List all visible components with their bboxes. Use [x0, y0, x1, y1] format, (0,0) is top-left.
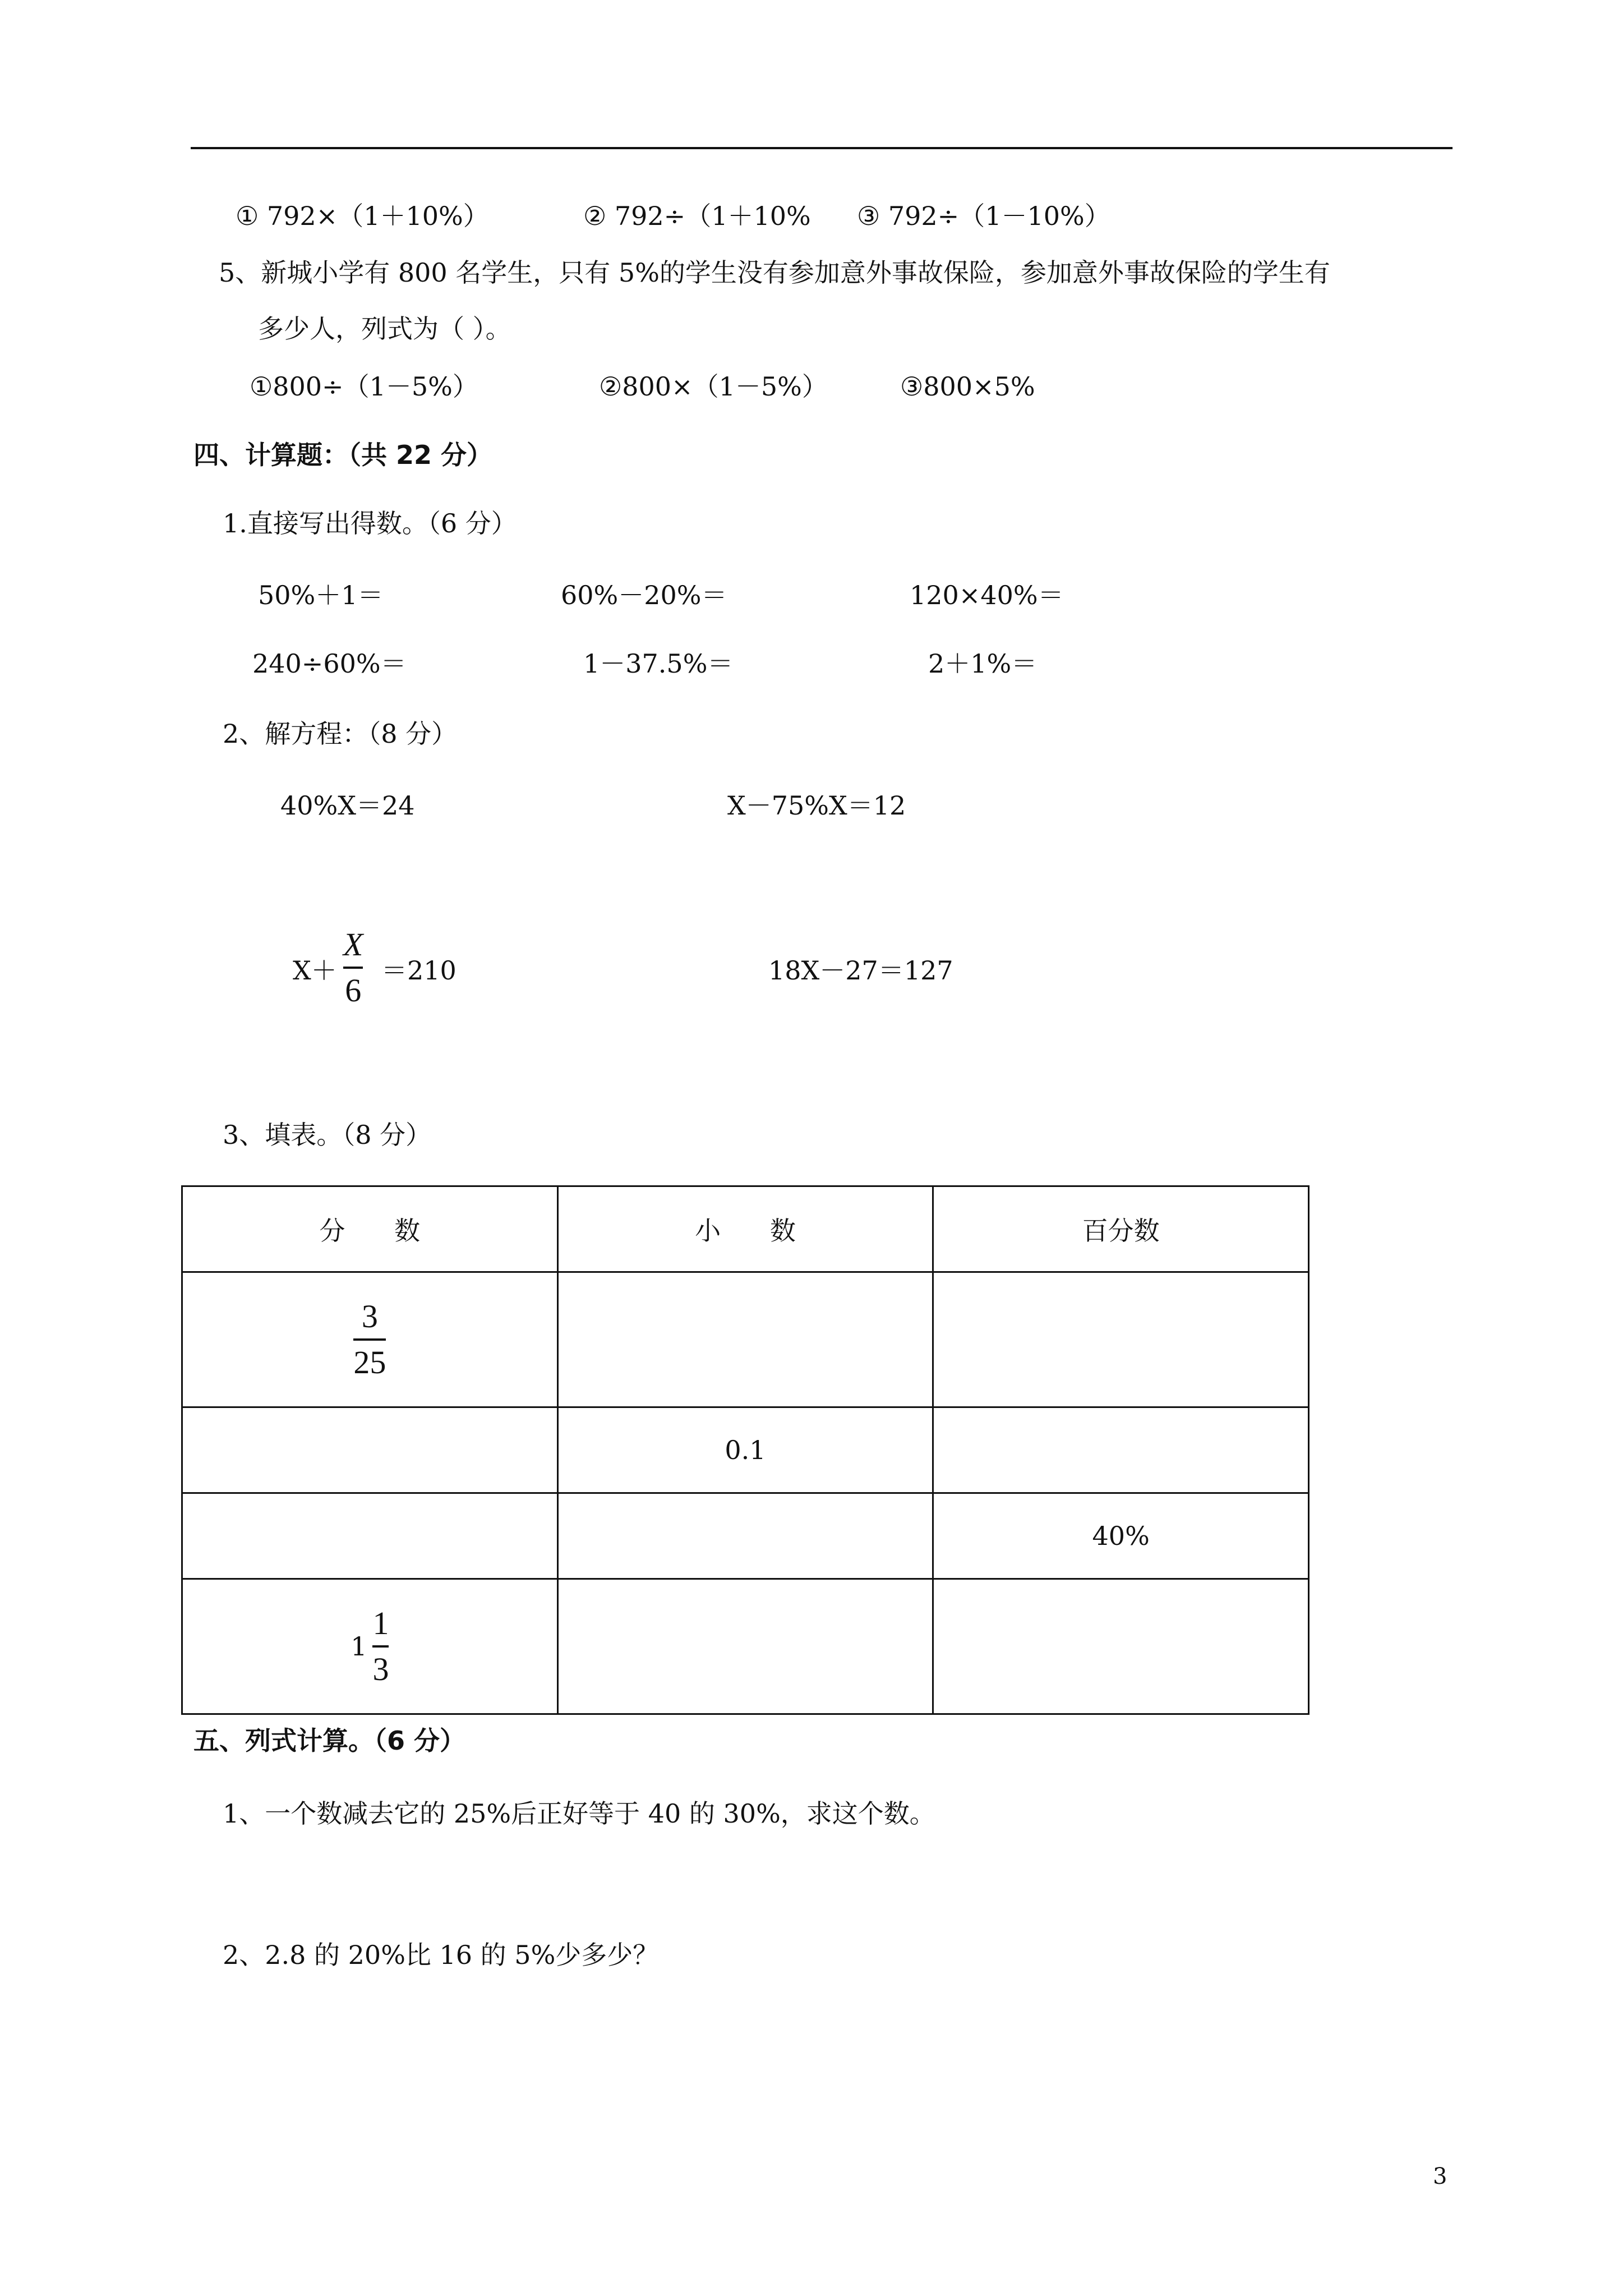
fraction-denominator: 6	[345, 972, 362, 1009]
header-decimal: 小 数	[557, 1186, 933, 1272]
cell-fraction	[182, 1579, 558, 1714]
cell-fraction-blank[interactable]	[182, 1493, 558, 1579]
cell-decimal: 0.1	[557, 1407, 933, 1493]
equation-3-suffix: ＝210	[381, 955, 457, 986]
q5-line1: 5、新城小学有 800 名学生，只有 5%的学生没有参加意外事故保险，参加意外事故保险的学生有	[219, 257, 1330, 288]
part3-title: 3、填表。（8 分）	[223, 1120, 432, 1150]
q4-option-c: ③ 792÷（1－10%）	[857, 201, 1110, 231]
mixed-number	[351, 1607, 389, 1686]
fraction-numerator: X	[343, 926, 363, 963]
calc-item: 1－37.5%＝	[583, 648, 734, 679]
header-fraction: 分 数	[182, 1186, 558, 1272]
cell-decimal-blank[interactable]	[557, 1579, 933, 1714]
cell-percent-blank[interactable]	[933, 1579, 1309, 1714]
q5-option-2: ②800×（1－5%）	[599, 371, 828, 402]
header-rule	[191, 147, 1453, 149]
fraction-numerator: 1	[372, 1605, 389, 1641]
calc-item: 120×40%＝	[910, 580, 1064, 610]
equation-4: 18X－27＝127	[768, 955, 953, 986]
cell-percent-blank[interactable]	[933, 1272, 1309, 1407]
fraction-3-25	[353, 1300, 386, 1379]
table-row	[182, 1272, 1309, 1407]
mixed-fraction	[372, 1607, 389, 1686]
equation-3-prefix: X＋	[293, 955, 337, 986]
fraction-bar	[343, 967, 363, 969]
conversion-table	[181, 1185, 1310, 1715]
calc-item: 60%－20%＝	[561, 580, 727, 610]
cell-fraction	[182, 1272, 558, 1407]
q5-line2: 多少人，列式为（ ）。	[258, 314, 511, 344]
part2-title: 2、解方程：（8 分）	[223, 719, 458, 749]
cell-decimal-blank[interactable]	[557, 1272, 933, 1407]
table-row	[182, 1579, 1309, 1714]
cell-percent-blank[interactable]	[933, 1407, 1309, 1493]
fraction-bar	[353, 1338, 386, 1341]
fraction-bar	[372, 1645, 389, 1648]
cell-fraction-blank[interactable]	[182, 1407, 558, 1493]
page-number: 3	[1433, 2164, 1447, 2189]
q5-option-3: ③800×5%	[900, 371, 1035, 402]
equation-3-fraction	[343, 928, 363, 1007]
calc-item: 50%＋1＝	[258, 580, 384, 610]
table-row	[182, 1407, 1309, 1493]
cell-percent: 40%	[933, 1493, 1309, 1579]
header-percent: 百分数	[933, 1186, 1309, 1272]
equation-2: X－75%X＝12	[727, 790, 906, 821]
mixed-whole: 1	[351, 1631, 367, 1662]
fraction-denominator: 3	[372, 1651, 389, 1687]
fraction-numerator: 3	[361, 1298, 378, 1335]
section-5-title: 五、列式计算。（6 分）	[193, 1726, 466, 1756]
calc-item: 240÷60%＝	[252, 648, 407, 679]
q4-option-a: ① 792×（1＋10%）	[236, 201, 489, 231]
part1-title: 1.直接写出得数。（6 分）	[223, 508, 517, 539]
cell-decimal-blank[interactable]	[557, 1493, 933, 1579]
fraction-denominator: 25	[353, 1344, 386, 1381]
calc-item: 2＋1%＝	[928, 648, 1038, 679]
table-header-row	[182, 1186, 1309, 1272]
section5-question-1: 1、一个数减去它的 25%后正好等于 40 的 30%，求这个数。	[223, 1798, 935, 1829]
section5-question-2: 2、2.8 的 20%比 16 的 5%少多少？	[223, 1940, 659, 1970]
table-row	[182, 1493, 1309, 1579]
q4-option-b: ② 792÷（1＋10%	[583, 201, 811, 231]
equation-1: 40%X＝24	[280, 790, 415, 821]
section-4-title: 四、计算题：（共 22 分）	[193, 440, 493, 470]
q5-option-1: ①800÷（1－5%）	[250, 371, 478, 402]
